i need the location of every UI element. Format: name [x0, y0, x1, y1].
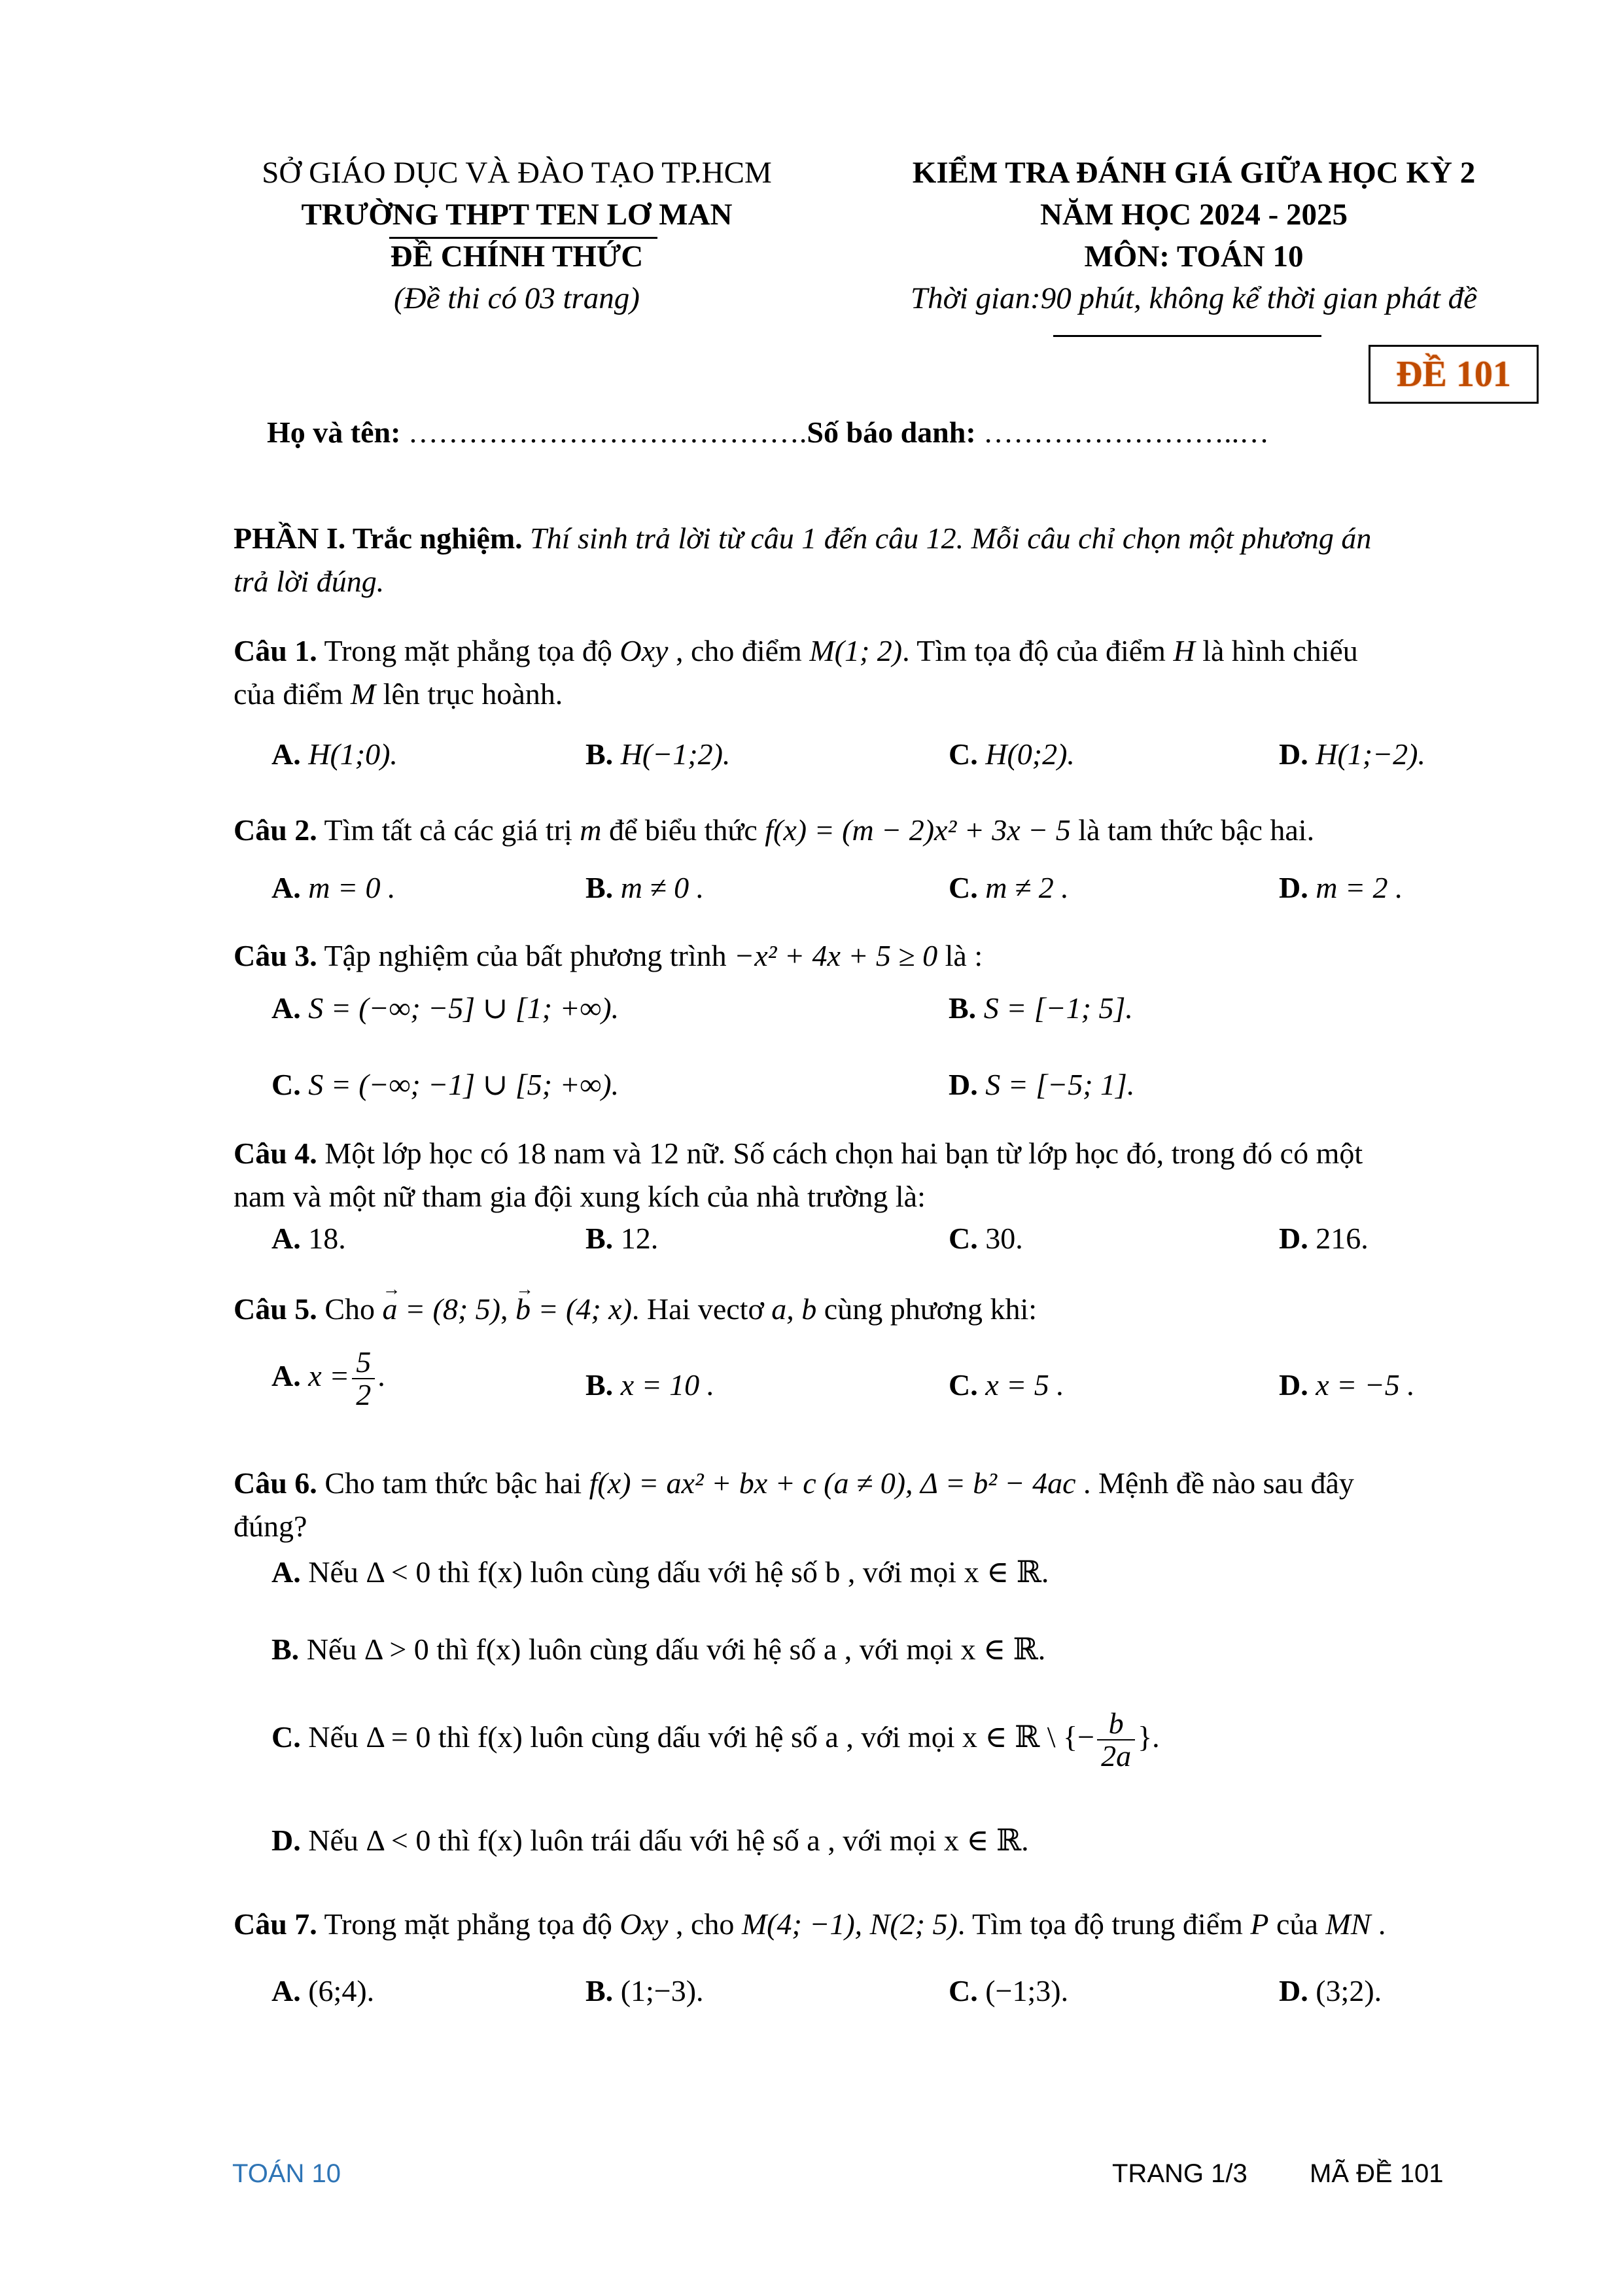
option-text: x = 5 .: [985, 1368, 1064, 1402]
q7-text: của: [1268, 1907, 1326, 1941]
option-label: C.: [949, 1974, 978, 2007]
option-label: B.: [585, 871, 614, 904]
footer-exam-code: MÃ ĐỀ 101: [1310, 2159, 1444, 2188]
option-label: A.: [271, 737, 301, 771]
q1-math: Oxy: [620, 634, 669, 667]
option-label: B.: [949, 991, 977, 1025]
option-text: 12.: [620, 1222, 659, 1255]
option-text: x = −5 .: [1316, 1368, 1415, 1402]
vector-a: → a: [383, 1288, 398, 1331]
question-1: [234, 629, 1516, 716]
option-text: S = [−5; 1].: [985, 1068, 1135, 1101]
q1-text: lên trục hoành.: [375, 677, 563, 711]
option-label: C.: [949, 1368, 978, 1402]
question-6: [234, 1462, 1516, 1548]
q1-text: của điểm: [234, 677, 351, 711]
candidate-line: [267, 411, 1269, 454]
q5-text: Cho: [317, 1292, 383, 1326]
q5-text: ,: [500, 1292, 515, 1326]
option-text: Nếu Δ = 0 thì f(x) luôn cùng dấu với hệ số a , với mọi x ∈ ℝ \ {−: [300, 1720, 1095, 1754]
fraction-numerator: b: [1097, 1708, 1135, 1740]
header-right: [850, 152, 1537, 319]
subject: MÔN: TOÁN 10: [1084, 239, 1304, 274]
q3-text: là :: [937, 939, 983, 972]
option-text: (3;2).: [1316, 1974, 1382, 2007]
q6-option-b[interactable]: [271, 1628, 1045, 1671]
q6-option-c[interactable]: [271, 1708, 1160, 1773]
option-text: m = 0 .: [308, 871, 396, 904]
q6-text: . Mệnh đề nào sau đây: [1075, 1466, 1354, 1500]
option-text: m ≠ 2 .: [985, 871, 1069, 904]
option-label: C.: [271, 1068, 301, 1101]
option-label: A.: [271, 1222, 301, 1255]
q4-option-a[interactable]: [271, 1217, 346, 1260]
fraction-denominator: 2: [356, 1378, 372, 1412]
q1-math: M(1; 2): [809, 634, 903, 667]
q4-option-c[interactable]: [949, 1217, 1023, 1260]
q7-option-d[interactable]: [1279, 1969, 1382, 2013]
q2-option-a[interactable]: [271, 866, 396, 910]
option-label: C.: [949, 871, 978, 904]
q6-text: đúng?: [234, 1510, 307, 1543]
q1-math: M: [350, 677, 376, 711]
name-dots: ………………………………….: [400, 415, 807, 449]
q7-label: Câu 7.: [234, 1907, 317, 1941]
option-label: A.: [271, 1974, 301, 2007]
option-text: Nếu Δ < 0 thì f(x) luôn trái dấu với hệ số a , với mọi x ∈ ℝ.: [300, 1824, 1029, 1857]
exam-code-box: [1369, 345, 1539, 404]
footer-page: TRANG 1/3: [1112, 2159, 1248, 2188]
option-text: x = 10 .: [620, 1368, 715, 1402]
option-text: (1;−3).: [620, 1974, 704, 2007]
dept-name: SỞ GIÁO DỤC VÀ ĐÀO TẠO TP.HCM: [262, 156, 772, 190]
q1-label: Câu 1.: [234, 634, 317, 667]
q7-math: P: [1250, 1907, 1269, 1941]
q1-option-d[interactable]: [1279, 733, 1425, 776]
q4-option-b[interactable]: [585, 1217, 658, 1260]
q5-math: = (4; x): [531, 1292, 632, 1326]
q2-text: là tam thức bậc hai.: [1070, 813, 1315, 847]
q3-option-d[interactable]: [949, 1063, 1134, 1106]
q2-math: f(x) = (m − 2)x² + 3x − 5: [765, 813, 1071, 847]
q1-math: H: [1173, 634, 1195, 667]
question-7: [234, 1903, 1516, 1946]
q1-text: Trong mặt phẳng tọa độ: [317, 634, 620, 667]
q6-option-a[interactable]: [271, 1551, 1049, 1594]
duration-underline: [1053, 335, 1321, 337]
q7-text: . Tìm tọa độ trung điểm: [957, 1907, 1251, 1941]
q5-math: a, b: [771, 1292, 817, 1326]
exam-code: ĐỀ 101: [1396, 354, 1511, 395]
q1-text: là hình chiếu: [1195, 634, 1358, 667]
q1-text: . Tìm tọa độ của điểm: [902, 634, 1174, 667]
option-text: Nếu Δ > 0 thì f(x) luôn cùng dấu với hệ số a , với mọi x ∈ ℝ.: [299, 1633, 1046, 1666]
option-label: D.: [1279, 871, 1308, 904]
option-text: S = (−∞; −1] ∪ [5; +∞).: [308, 1068, 620, 1101]
q1-option-b[interactable]: [585, 733, 730, 776]
duration: Thời gian:90 phút, không kể thời gian phát đề: [910, 281, 1478, 315]
school-year: NĂM HỌC 2024 - 2025: [1040, 198, 1348, 232]
q4-text: nam và một nữ tham gia đội xung kích của nhà trường là:: [234, 1180, 926, 1213]
q2-label: Câu 2.: [234, 813, 317, 847]
option-text: }.: [1138, 1720, 1160, 1754]
option-label: B.: [585, 737, 614, 771]
question-4: [234, 1132, 1516, 1218]
fraction-numerator: 5: [352, 1347, 375, 1379]
part1-title: PHẦN I. Trắc nghiệm.: [234, 521, 523, 555]
id-label: Số báo danh:: [807, 415, 976, 449]
q5-option-a[interactable]: [271, 1347, 385, 1411]
part1-heading: [234, 517, 1516, 603]
option-label: C.: [949, 1222, 978, 1255]
q2-option-c[interactable]: [949, 866, 1069, 910]
option-text: S = (−∞; −5] ∪ [1; +∞).: [308, 991, 620, 1025]
option-text: S = [−1; 5].: [983, 991, 1133, 1025]
official-label: ĐỀ CHÍNH THỨC: [390, 239, 644, 274]
option-text: H(1;0).: [308, 737, 398, 771]
option-text: m = 2 .: [1316, 871, 1403, 904]
part1-instruction-2: trả lời đúng.: [234, 565, 385, 598]
q7-text: .: [1370, 1907, 1386, 1941]
page-count-note: (Đề thi có 03 trang): [394, 281, 640, 315]
option-label: B.: [271, 1633, 300, 1666]
school-name: TRƯỜNG THPT TEN LƠ MAN: [301, 198, 733, 232]
option-label: A.: [271, 1555, 301, 1589]
q7-option-c[interactable]: [949, 1969, 1068, 2013]
option-text: 30.: [985, 1222, 1023, 1255]
fraction: [352, 1347, 375, 1411]
option-text: .: [377, 1358, 385, 1392]
q6-text: Cho tam thức bậc hai: [317, 1466, 589, 1500]
q2-text: để biểu thức: [601, 813, 765, 847]
q2-text: Tìm tất cả các giá trị: [317, 813, 580, 847]
footer-subject: TOÁN 10: [232, 2159, 341, 2188]
q7-option-a[interactable]: [271, 1969, 374, 2013]
option-text: (−1;3).: [985, 1974, 1069, 2007]
option-label: C.: [949, 737, 978, 771]
question-5: [234, 1288, 1516, 1331]
q3-math: −x² + 4x + 5 ≥ 0: [734, 939, 938, 972]
question-2: [234, 809, 1516, 852]
fraction-denominator: 2a: [1101, 1739, 1132, 1773]
option-text: m ≠ 0 .: [620, 871, 705, 904]
q7-text: Trong mặt phẳng tọa độ: [317, 1907, 620, 1941]
q7-math: M(4; −1), N(2; 5): [741, 1907, 958, 1941]
option-text: H(1;−2).: [1316, 737, 1425, 771]
exam-title: KIỂM TRA ĐÁNH GIÁ GIỮA HỌC KỲ 2: [912, 156, 1476, 190]
q2-option-b[interactable]: [585, 866, 704, 910]
q1-option-c[interactable]: [949, 733, 1075, 776]
q7-text: , cho: [668, 1907, 742, 1941]
q6-label: Câu 6.: [234, 1466, 317, 1500]
q7-math: MN: [1325, 1907, 1371, 1941]
option-label: A.: [271, 871, 301, 904]
q4-label: Câu 4.: [234, 1137, 317, 1170]
q3-label: Câu 3.: [234, 939, 317, 972]
option-text: (6;4).: [308, 1974, 375, 2007]
fraction: [1097, 1708, 1135, 1773]
q2-math: m: [580, 813, 602, 847]
option-text: H(0;2).: [985, 737, 1075, 771]
option-text: 216.: [1316, 1222, 1369, 1255]
q6-math: f(x) = ax² + bx + c (a ≠ 0), Δ = b² − 4ac: [589, 1466, 1076, 1500]
option-label: A.: [271, 1358, 301, 1392]
option-label: D.: [1279, 1222, 1308, 1255]
q6-option-d[interactable]: [271, 1819, 1029, 1862]
header-left: [190, 152, 844, 319]
vector-b: → b: [515, 1288, 531, 1331]
option-label: B.: [585, 1974, 614, 2007]
q7-option-b[interactable]: [585, 1969, 704, 2013]
q5-math: = (8; 5): [397, 1292, 500, 1326]
q4-text: Một lớp học có 18 nam và 12 nữ. Số cách chọn hai bạn từ lớp học đó, trong đó có một: [317, 1137, 1363, 1170]
option-label: B.: [585, 1222, 614, 1255]
q7-math: Oxy: [620, 1907, 669, 1941]
part1-instruction-1: Thí sinh trả lời từ câu 1 đến câu 12. Mỗi câu chỉ chọn một phương án: [522, 521, 1372, 555]
option-label: B.: [585, 1368, 614, 1402]
q2-option-d[interactable]: [1279, 866, 1403, 910]
option-text: H(−1;2).: [620, 737, 731, 771]
option-label: A.: [271, 991, 301, 1025]
q5-text: . Hai vectơ: [631, 1292, 772, 1326]
q5-option-d[interactable]: [1279, 1364, 1415, 1407]
q4-option-d[interactable]: [1279, 1217, 1369, 1260]
option-label: D.: [1279, 737, 1308, 771]
option-text: 18.: [308, 1222, 346, 1255]
option-label: C.: [271, 1720, 301, 1754]
q5-option-c[interactable]: [949, 1364, 1064, 1407]
option-label: D.: [1279, 1368, 1308, 1402]
option-label: D.: [1279, 1974, 1308, 2007]
name-label: Họ và tên:: [267, 415, 401, 449]
q5-option-b[interactable]: [585, 1364, 714, 1407]
q5-text: cùng phương khi:: [816, 1292, 1038, 1326]
q1-option-a[interactable]: [271, 733, 398, 776]
option-text: x =: [308, 1358, 350, 1392]
id-dots: ……………………..…: [975, 415, 1270, 449]
q3-text: Tập nghiệm của bất phương trình: [317, 939, 735, 972]
q3-option-a[interactable]: [271, 987, 619, 1030]
q1-text: , cho điểm: [668, 634, 810, 667]
question-3: [234, 934, 1516, 978]
school-underline: [389, 237, 657, 239]
option-label: D.: [271, 1824, 301, 1857]
option-text: Nếu Δ < 0 thì f(x) luôn cùng dấu với hệ số b , với mọi x ∈ ℝ.: [300, 1555, 1049, 1589]
q5-label: Câu 5.: [234, 1292, 317, 1326]
q3-option-b[interactable]: [949, 987, 1133, 1030]
option-label: D.: [949, 1068, 978, 1101]
q3-option-c[interactable]: [271, 1063, 619, 1106]
